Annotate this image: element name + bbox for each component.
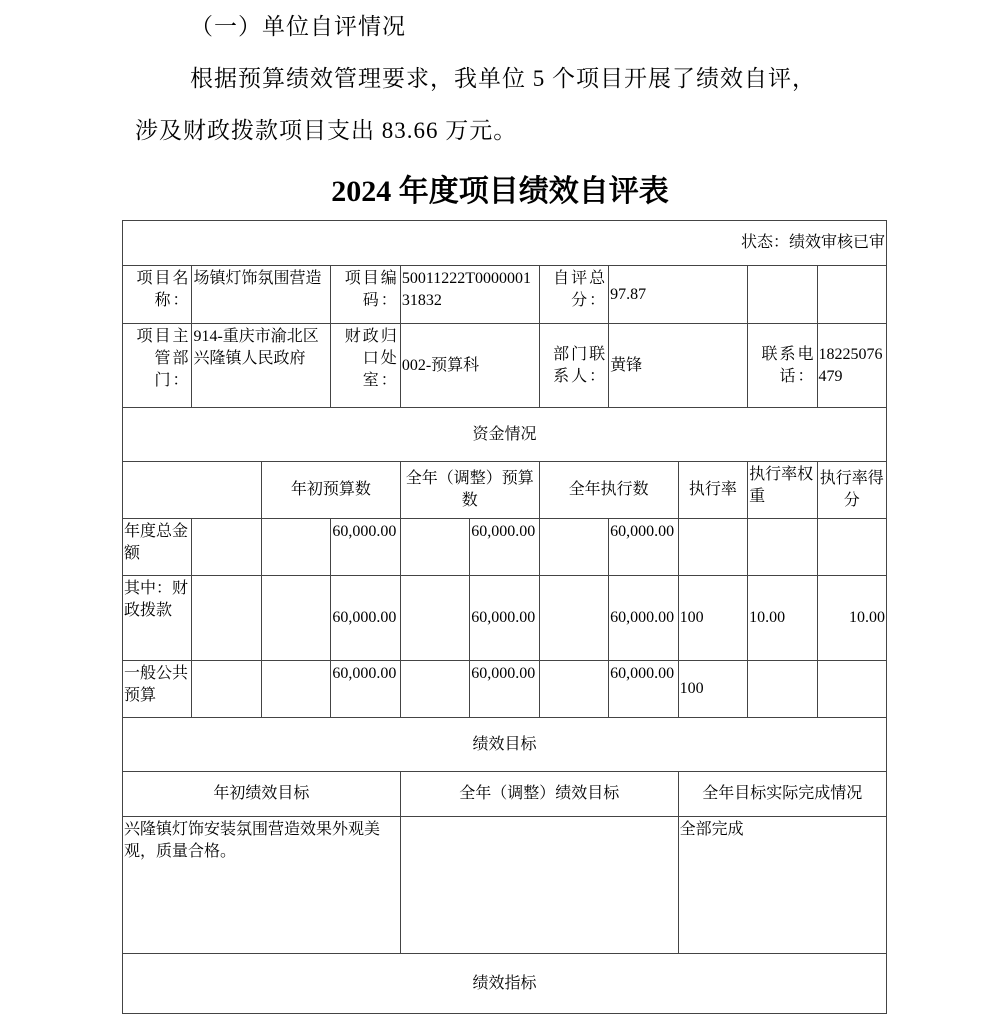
score-label: 自评总分：	[539, 266, 608, 324]
col-rate-score: 执行率得分	[817, 462, 886, 519]
status-text: 状态：绩效审核已审	[123, 221, 887, 266]
contact-value: 黄锋	[609, 324, 748, 408]
table-row	[123, 661, 887, 718]
col-executed: 全年执行数	[539, 462, 678, 519]
section-heading: （一）单位自评情况	[190, 14, 406, 39]
adjusted-goal-text	[400, 817, 678, 954]
dept-value: 914-重庆市渝北区兴隆镇人民政府	[192, 324, 331, 408]
score-value	[817, 661, 886, 718]
row-label: 其中：财政拨款	[123, 576, 192, 661]
initial-value: 60,000.00	[331, 576, 400, 661]
score-value: 10.00	[817, 576, 886, 661]
weight-value	[748, 661, 817, 718]
evaluation-table	[122, 220, 887, 1014]
project-name-label: 项目名称：	[123, 266, 192, 324]
executed-value: 60,000.00	[609, 576, 678, 661]
rate-value: 100	[678, 661, 747, 718]
col-exec-rate: 执行率	[678, 462, 747, 519]
phone-value: 18225076479	[817, 324, 886, 408]
score-value: 97.87	[609, 266, 748, 324]
paragraph-line-1: 根据预算绩效管理要求，我单位 5 个项目开展了绩效自评，	[190, 66, 816, 91]
project-code-label: 项目编码：	[331, 266, 400, 324]
col-adjusted-goal: 全年（调整）绩效目标	[400, 772, 678, 817]
goals-section-header: 绩效目标	[123, 718, 887, 772]
executed-value: 60,000.00	[609, 519, 678, 576]
initial-goal-text: 兴隆镇灯饰安装氛围营造效果外观美观，质量合格。	[123, 817, 401, 954]
initial-value: 60,000.00	[331, 661, 400, 718]
adjusted-value: 60,000.00	[470, 519, 539, 576]
initial-value: 60,000.00	[331, 519, 400, 576]
table-title: 2024 年度项目绩效自评表	[331, 175, 669, 208]
col-actual-completion: 全年目标实际完成情况	[678, 772, 886, 817]
rate-value	[678, 519, 747, 576]
weight-value: 10.00	[748, 576, 817, 661]
table-row	[123, 576, 887, 661]
col-initial-goal: 年初绩效目标	[123, 772, 401, 817]
col-adjusted-budget: 全年（调整）预算数	[400, 462, 539, 519]
weight-value	[748, 519, 817, 576]
office-value: 002-预算科	[400, 324, 539, 408]
table-row	[123, 519, 887, 576]
empty-cell	[748, 266, 817, 324]
adjusted-value: 60,000.00	[470, 576, 539, 661]
contact-label: 部门联系人：	[539, 324, 608, 408]
row-label: 一般公共预算	[123, 661, 192, 718]
executed-value: 60,000.00	[609, 661, 678, 718]
dept-label: 项目主管部门：	[123, 324, 192, 408]
paragraph-line-2: 涉及财政拨款项目支出 83.66 万元。	[135, 118, 518, 143]
phone-label: 联系电话：	[748, 324, 817, 408]
rate-value: 100	[678, 576, 747, 661]
score-value	[817, 519, 886, 576]
col-initial-budget: 年初预算数	[261, 462, 400, 519]
actual-completion-text: 全部完成	[678, 817, 886, 954]
project-code: 50011222T000000131832	[400, 266, 539, 324]
row-label: 年度总金额	[123, 519, 192, 576]
empty-cell	[817, 266, 886, 324]
empty-cell	[123, 462, 262, 519]
office-label: 财政归口处室：	[331, 324, 400, 408]
funds-section-header: 资金情况	[123, 408, 887, 462]
adjusted-value: 60,000.00	[470, 661, 539, 718]
indicators-section-header: 绩效指标	[123, 954, 887, 1014]
project-name: 场镇灯饰氛围营造	[192, 266, 331, 324]
col-weight: 执行率权重	[748, 462, 817, 519]
